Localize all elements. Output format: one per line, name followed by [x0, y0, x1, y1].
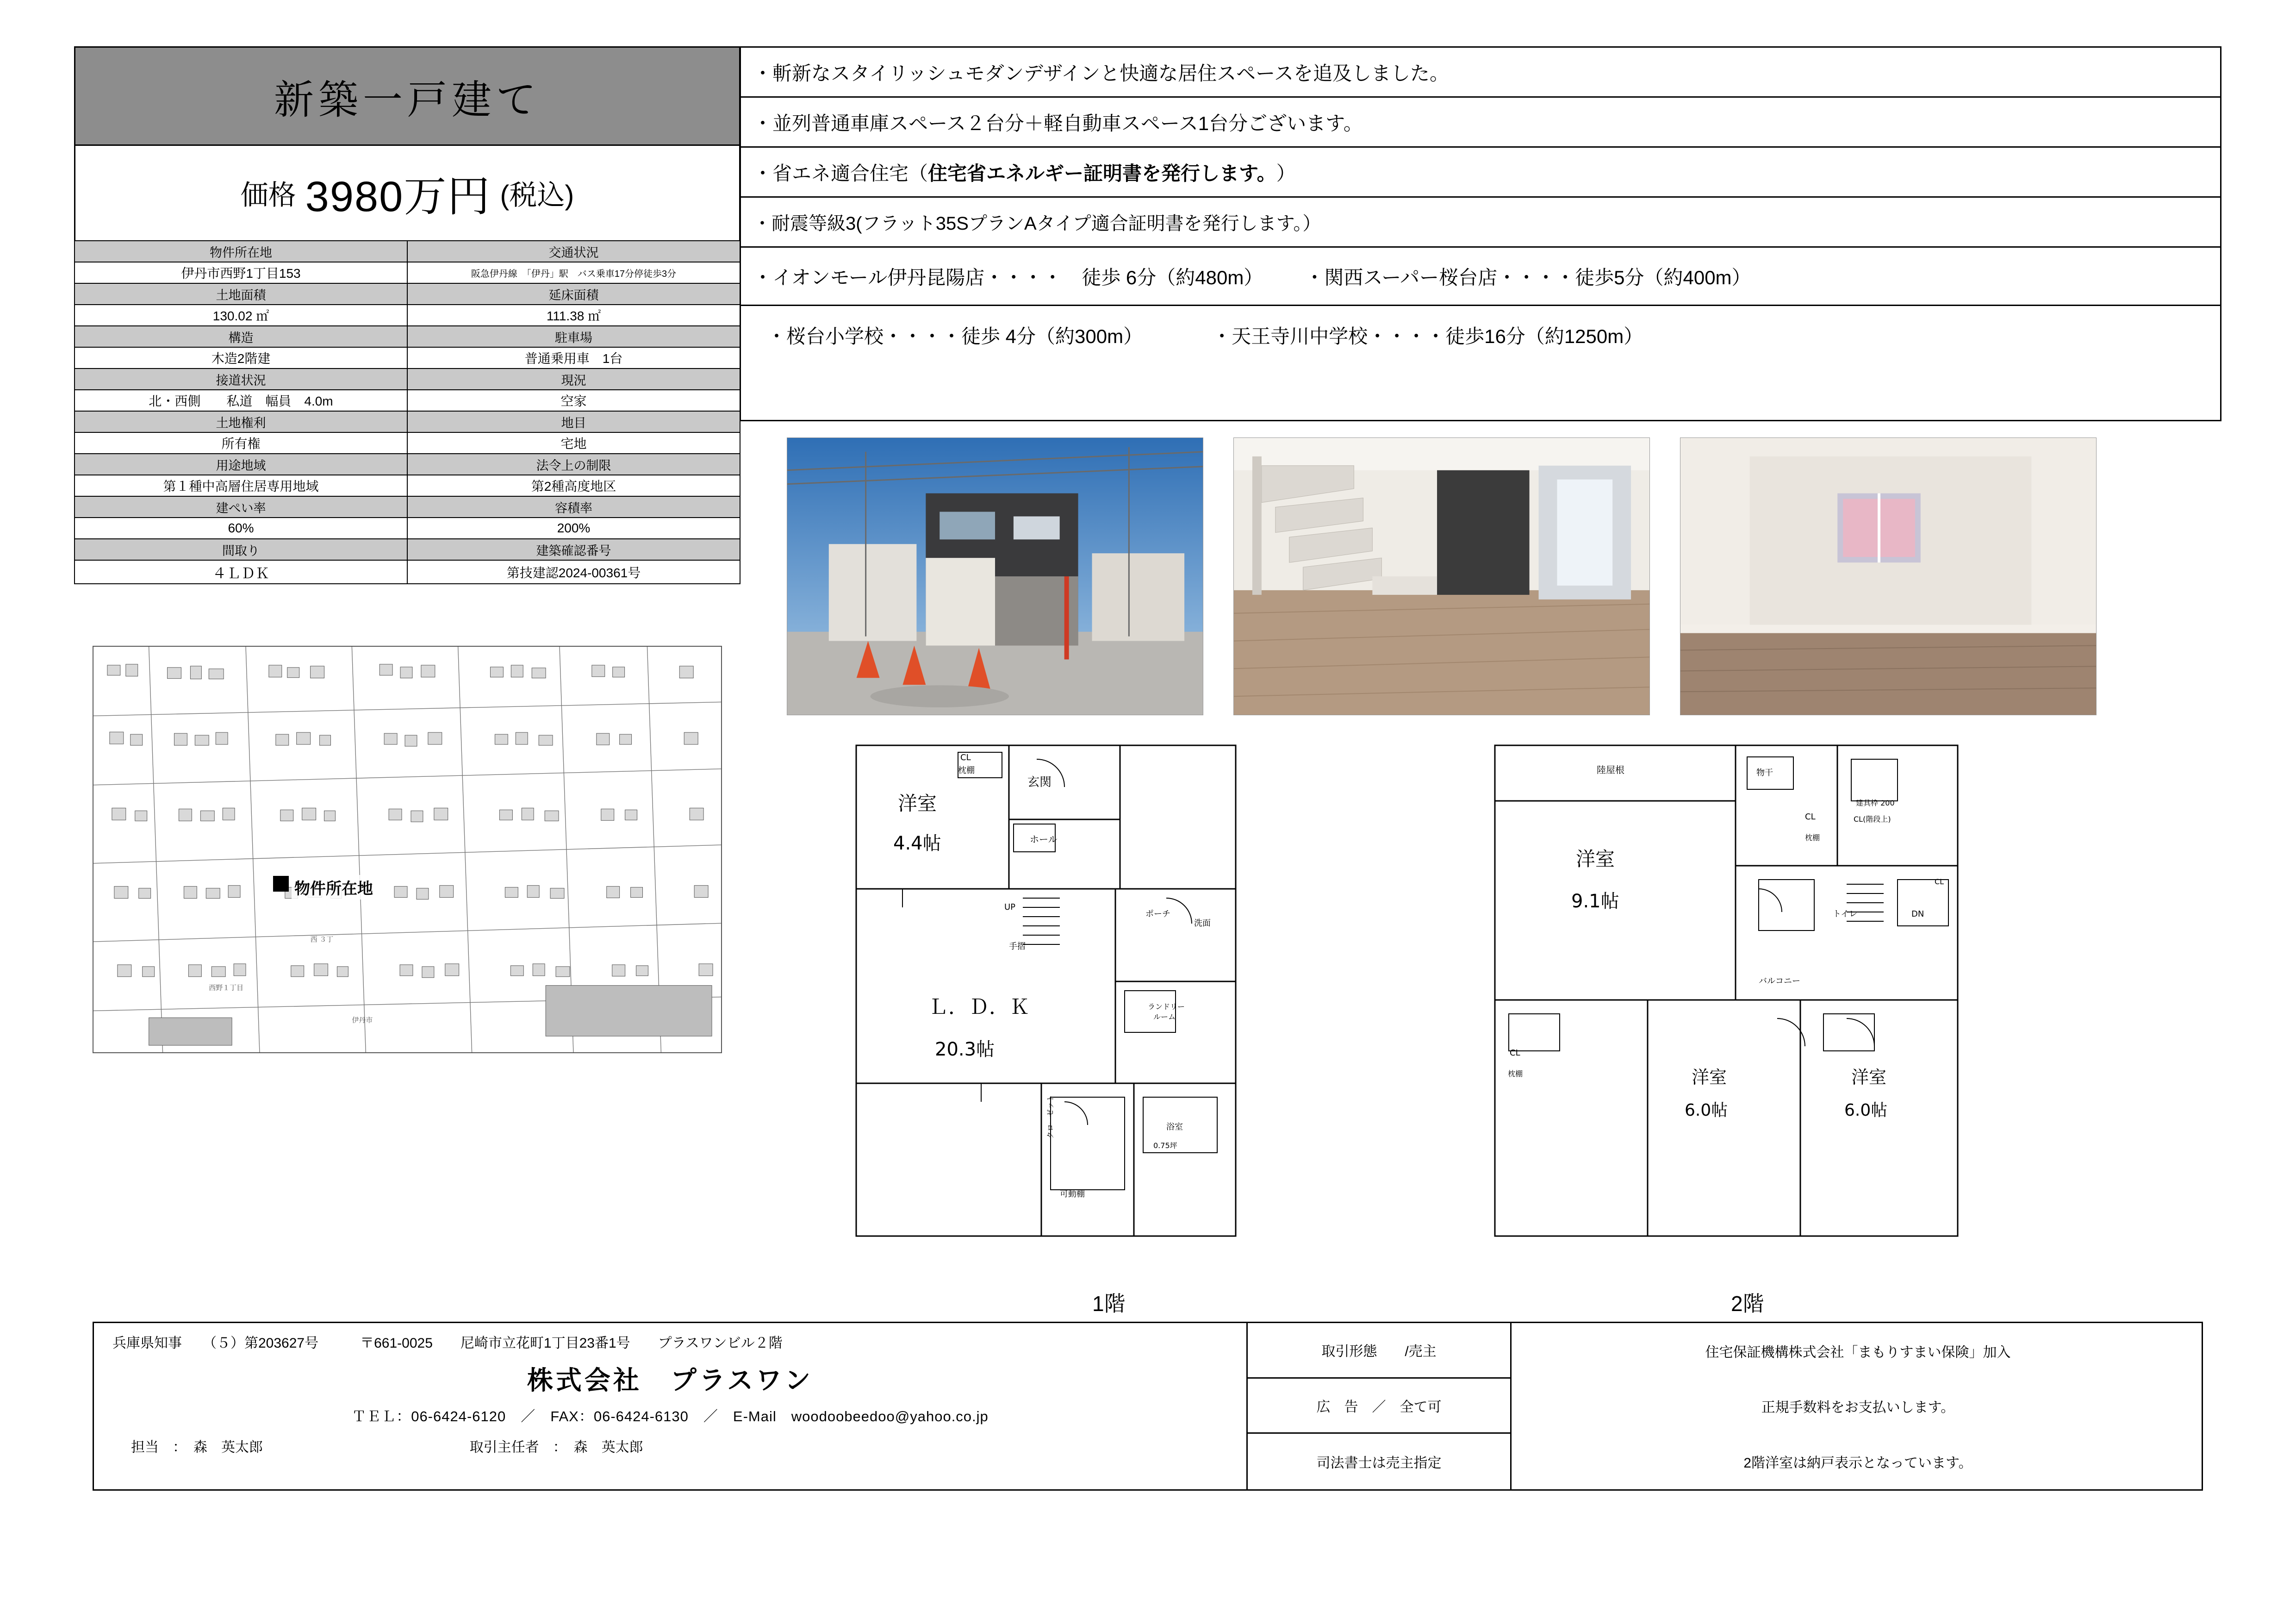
svg-text:4.4帖: 4.4帖: [893, 833, 941, 854]
spec-header: 法令上の制限: [407, 454, 740, 475]
map-marker-label: 物件所在地: [292, 875, 376, 899]
floorplan-2f-caption: 2階: [1731, 1292, 1764, 1316]
floorplan-1f-caption: 1階: [1092, 1292, 1126, 1316]
svg-text:枕棚: 枕棚: [958, 766, 975, 775]
license-text: 兵庫県知事 （５）第203627号 〒661-0025 尼崎市立花町1丁目23番1号 プラスワンビル２階: [112, 1336, 783, 1351]
staff-line: [94, 1436, 1246, 1456]
spec-table: [74, 240, 740, 584]
svg-text:ルーム: ルーム: [1153, 1012, 1176, 1021]
svg-text:CL: CL: [1510, 1048, 1520, 1058]
svg-text:ランドリー: ランドリー: [1148, 1002, 1185, 1011]
svg-text:洗面: 洗面: [1194, 918, 1211, 928]
desc-text: ）: [1276, 162, 1296, 184]
spec-value: 空家: [407, 390, 740, 411]
table-row: [75, 347, 740, 369]
svg-text:ポーチ: ポーチ: [1145, 909, 1170, 919]
desc-text: ・関西スーパー桜台店・・・・徒歩5分（約400m）: [1305, 266, 1751, 288]
svg-text:0.75坪: 0.75坪: [1153, 1141, 1177, 1150]
staff-label: 担当 ： 森 英太郎: [131, 1440, 263, 1455]
fee-note: 正規手数料をお支払いします。: [1761, 1400, 1955, 1416]
transaction-type: 取引形態 /売主: [1248, 1323, 1510, 1379]
svg-text:伊丹市: 伊丹市: [352, 1016, 373, 1024]
svg-text:枕棚: 枕棚: [1805, 833, 1820, 842]
svg-text:ホール: ホール: [1030, 834, 1058, 845]
price-box: [74, 144, 740, 242]
spec-value: 第技建認2024-00361号: [407, 560, 740, 584]
svg-text:CL: CL: [1935, 877, 1944, 886]
svg-text:CL(階段上): CL(階段上): [1854, 815, 1891, 824]
spec-header: 建築確認番号: [407, 539, 740, 560]
svg-text:浴室: 浴室: [1166, 1122, 1183, 1132]
table-row: [75, 496, 740, 518]
table-row: [75, 262, 740, 283]
property-flyer: [74, 46, 2221, 1491]
spec-value: 60%: [75, 518, 407, 539]
svg-text:9.1帖: 9.1帖: [1571, 891, 1619, 912]
advertising-type: 広 告 ／ 全て可: [1248, 1379, 1510, 1434]
desc-text: ・天王寺川中学校・・・・徒歩16分（約1250m）: [1212, 325, 1643, 347]
spec-value: 阪急伊丹線 「伊丹」駅 バス乗車17分停徒歩3分: [407, 262, 740, 283]
desc-line-1: [741, 48, 2220, 98]
spec-value: 130.02 ㎡: [75, 305, 407, 326]
table-row: [75, 411, 740, 432]
svg-text:洋室: 洋室: [1576, 848, 1615, 870]
spec-header: 物件所在地: [75, 241, 407, 262]
svg-text:6.0帖: 6.0帖: [1685, 1101, 1728, 1120]
insurance-note: 住宅保証機構株式会社「まもりすまい保険」加入: [1705, 1344, 2011, 1360]
manager-label: 取引主任者 ： 森 英太郎: [469, 1440, 643, 1455]
svg-text:クローゼット: クローゼット: [1046, 1094, 1055, 1139]
location-map: [93, 646, 722, 1053]
svg-text:20.3帖: 20.3帖: [935, 1039, 995, 1060]
svg-text:洋室: 洋室: [1692, 1067, 1727, 1087]
spec-header: 構造: [75, 326, 407, 347]
spec-value: 木造2階建: [75, 347, 407, 369]
table-row: [75, 454, 740, 475]
map-graphic: [93, 647, 721, 1052]
svg-text:Ｌ．Ｄ．Ｋ: Ｌ．Ｄ．Ｋ: [928, 995, 1030, 1019]
desc-line-4: [741, 198, 2220, 248]
spec-header: 間取り: [75, 539, 407, 560]
spec-value: 宅地: [407, 432, 740, 454]
floorplan-2f: [1481, 731, 2101, 1292]
table-row: [75, 305, 740, 326]
table-row: [75, 475, 740, 496]
svg-text:陸屋根: 陸屋根: [1597, 764, 1624, 775]
table-row: [75, 241, 740, 262]
price-label: 価格: [240, 180, 296, 211]
desc-text: ・桜台小学校・・・・徒歩 4分（約300m）: [767, 325, 1143, 347]
svg-text:DN: DN: [1911, 909, 1924, 919]
desc-text: ・斬新なスタイリッシュモダンデザインと快適な居住スペースを追及しました。: [753, 62, 1450, 84]
svg-text:CL: CL: [1805, 812, 1816, 822]
storage-note: 2階洋室は納戸表示となっています。: [1743, 1455, 1972, 1471]
price-value: 3980万円: [305, 173, 491, 220]
svg-text:トイレ: トイレ: [1833, 909, 1858, 919]
svg-text:洋室: 洋室: [898, 792, 937, 815]
footer-box: [93, 1322, 2203, 1491]
spec-header: 駐車場: [407, 326, 740, 347]
svg-text:物干: 物干: [1756, 768, 1773, 778]
desc-line-2: [741, 98, 2220, 148]
desc-text: ・イオンモール伊丹昆陽店・・・・ 徒歩 6分（約480m）: [753, 266, 1263, 288]
desc-line-3: [741, 148, 2220, 198]
spec-value: 111.38 ㎡: [407, 305, 740, 326]
table-row: [75, 432, 740, 454]
spec-header: 建ぺい率: [75, 496, 407, 518]
spec-value: 第１種中高層住居専用地域: [75, 475, 407, 496]
table-row: [75, 518, 740, 539]
footer-company-block: [94, 1323, 1246, 1489]
spec-header: 地目: [407, 411, 740, 432]
spec-value: 200%: [407, 518, 740, 539]
spec-header: 容積率: [407, 496, 740, 518]
page-title: 新築一戸建て: [274, 77, 541, 122]
spec-value: ４ＬＤＫ: [75, 560, 407, 584]
spec-header: 接道状況: [75, 369, 407, 390]
spec-value: 普通乗用車 1台: [407, 347, 740, 369]
desc-text: ・並列普通車庫スペース２台分＋軽自動車スペース1台分ございます。: [753, 112, 1363, 134]
spec-value: 伊丹市西野1丁目153: [75, 262, 407, 283]
table-row: [75, 369, 740, 390]
svg-text:洋室: 洋室: [1851, 1067, 1887, 1087]
svg-text:西野１丁目: 西野１丁目: [209, 983, 244, 992]
spec-value: 北・西側 私道 幅員 4.0m: [75, 390, 407, 411]
svg-text:CL: CL: [960, 753, 971, 762]
table-row: [75, 390, 740, 411]
svg-text:西 ３丁: 西 ３丁: [310, 935, 334, 944]
desc-text: ・省エネ適合住宅（: [753, 162, 928, 184]
desc-text: ・耐震等級3(フラット35SプランAタイプ適合証明書を発行します。）: [753, 213, 1321, 234]
svg-text:建具枠 200: 建具枠 200: [1856, 799, 1895, 807]
company-name: 株式会社 プラスワン: [527, 1366, 814, 1395]
spec-header: 土地権利: [75, 411, 407, 432]
svg-text:UP: UP: [1004, 902, 1016, 912]
spec-value: 第2種高度地区: [407, 475, 740, 496]
table-row: [75, 326, 740, 347]
price-tax-note: (税込): [500, 180, 574, 211]
exterior-photo: [787, 437, 1203, 715]
desc-line-6: [741, 306, 2220, 364]
contact-info: ＴＥＬ：06-6424-6120 ／ FAX：06-6424-6130 ／ E-Mail woodoobeedoo@yahoo.co.jp: [352, 1408, 989, 1424]
map-marker-icon: [273, 876, 289, 892]
table-row: [75, 539, 740, 560]
bedroom-photo: [1680, 437, 2097, 715]
svg-text:玄関: 玄関: [1027, 775, 1052, 789]
svg-text:手摺: 手摺: [1009, 942, 1026, 951]
spec-header: 用途地域: [75, 454, 407, 475]
spec-header: 土地面積: [75, 283, 407, 305]
desc-line-5: [741, 248, 2220, 306]
floorplan-1f: [842, 731, 1462, 1292]
footer-notes-block: [1510, 1323, 2204, 1489]
svg-text:6.0帖: 6.0帖: [1844, 1101, 1888, 1120]
svg-text:可動棚: 可動棚: [1060, 1189, 1085, 1199]
footer-transaction-block: [1246, 1323, 1510, 1489]
spec-header: 交通状況: [407, 241, 740, 262]
table-row: [75, 283, 740, 305]
spec-header: 延床面積: [407, 283, 740, 305]
table-row: [75, 560, 740, 584]
spec-header: 現況: [407, 369, 740, 390]
living-room-photo: [1233, 437, 1650, 715]
judicial-scrivener: 司法書士は売主指定: [1316, 1455, 1442, 1471]
svg-text:枕棚: 枕棚: [1508, 1069, 1523, 1078]
description-box: [740, 46, 2221, 421]
spec-value: 所有権: [75, 432, 407, 454]
flyer-title-box: [74, 46, 740, 146]
desc-text-bold: 住宅省エネルギー証明書を発行します。: [928, 162, 1276, 184]
svg-text:バルコニー: バルコニー: [1759, 976, 1800, 986]
